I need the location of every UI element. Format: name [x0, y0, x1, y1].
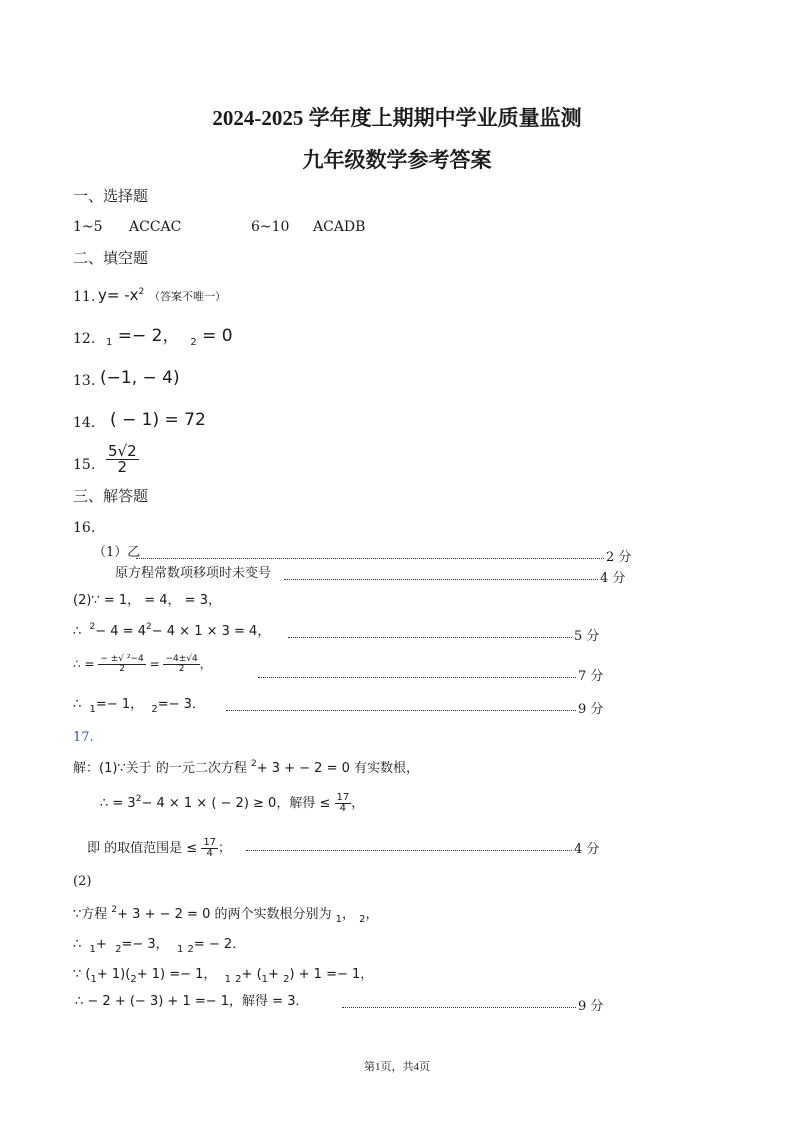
q17-l6-sub-2: 2 [130, 974, 137, 985]
q16-roots-score: 9 分 [578, 702, 604, 717]
q17-l4-a: ∵方程 [73, 907, 108, 922]
q17-l4-c: ， [365, 907, 379, 922]
q16-formula [73, 655, 212, 674]
q17-l2-tail: ， [351, 796, 365, 811]
q16-part1-reason-score: 4 分 [600, 571, 626, 586]
q17-l5-sub-1: 1 [89, 944, 96, 955]
q16-formula-leader [258, 677, 576, 678]
q17-l3-a: 即 的取值范围是 ≤ [87, 841, 198, 856]
q17-l4-b: + 3 + − 2 = 0 的两个实数根分别为 [117, 907, 332, 922]
q16-delta-c: − 4 × 1 × 3 = 4， [151, 624, 271, 639]
q17-l5-c: =− 3， [121, 937, 169, 952]
choice-range-2: 6~10 [251, 219, 290, 235]
q16-therefore: ∴ [73, 624, 82, 639]
q16-roots-b: =− 1， [95, 697, 144, 712]
q17-part2-label: (2) [73, 874, 92, 889]
q16-delta-score: 5 分 [574, 629, 600, 644]
q16-roots-sub-1: 1 [89, 704, 96, 715]
q16-part1-leader [136, 558, 604, 559]
q16-part2-given: (2)∵ = 1， = 4， = 3， [73, 593, 221, 608]
choice-answers-1: ACCAC [129, 219, 182, 235]
q15-number: 15. [73, 457, 96, 473]
q17-l2-sup: 2 [135, 794, 142, 804]
q16-roots [73, 697, 205, 715]
q17-line-6 [73, 967, 374, 985]
q16-frac2-den: 2 [178, 664, 185, 674]
q16-part1-reason: 原方程常数项移项时未变号 [115, 566, 272, 581]
q16-part1-label: （1）乙 [93, 545, 141, 560]
q16-formula-score: 7 分 [578, 669, 604, 684]
q17-l5-sub-4: 2 [187, 944, 194, 955]
q16-x-equals: = [149, 657, 160, 671]
q12-part-b: = 0 [202, 326, 233, 346]
q17-line-5 [73, 937, 246, 955]
q17-l2-frac-den: 4 [339, 803, 347, 814]
q17-l5-b: + [95, 937, 107, 952]
q17-l1-sup: 2 [250, 759, 257, 769]
q11-exponent: 2 [138, 287, 145, 297]
page-footer: 第1页，共4页 [364, 1061, 430, 1073]
q17-line-3-leader [246, 850, 572, 851]
section-fill: 二、填空题 [73, 249, 149, 267]
q17-l4-sup: 2 [111, 905, 118, 915]
q16-delta-sup-1: 2 [89, 622, 96, 632]
q15-answer [106, 444, 139, 475]
q12-sub-1: 1 [106, 337, 113, 348]
q17-l6-c: + 1) =− 1， [136, 967, 217, 982]
q17-l5-sub-3: 1 [176, 944, 184, 955]
q17-l6-sub-6: 2 [283, 974, 290, 985]
q15-denominator: 2 [117, 458, 128, 476]
q17-l1-b: + 3 + − 2 = 0 有实数根， [256, 761, 420, 776]
q17-l6-sub-4: 2 [235, 974, 242, 985]
section-choice: 一、选择题 [73, 187, 149, 205]
q14-answer: ( − 1) = 72 [110, 410, 206, 430]
q17-l6-sub-5: 1 [261, 974, 269, 985]
q16-delta-leader [288, 637, 572, 638]
q16-frac1-den: 2 [119, 664, 125, 674]
q12-number: 12. [73, 331, 96, 347]
q17-l4-sub-2: 2 [359, 914, 366, 925]
q16-part1-score: 2 分 [606, 550, 632, 565]
q16-x-prefix: ∴ = [73, 657, 95, 671]
q13-answer: (−1, − 4) [100, 368, 180, 388]
q17-l4-sub-1: 1 [335, 914, 342, 925]
q16-number: 16. [73, 520, 96, 536]
q17-line-1 [73, 759, 420, 776]
q17-line-2 [100, 793, 364, 814]
q16-roots-c: =− 3． [157, 697, 205, 712]
q17-l6-f: ) + 1 =− 1， [289, 967, 374, 982]
q17-l3-frac-den: 4 [206, 848, 213, 859]
q16-roots-leader [226, 710, 576, 711]
q17-part1-score: 4 分 [574, 842, 600, 857]
q17-line-4: ∵方程 $^2$+ 3 + − 2 = 0 的两个实数根分别为 $_1$， $_2$， [73, 905, 379, 925]
page-subtitle: 九年级数学参考答案 [302, 148, 492, 172]
q17-l1-a: 解：(1)∵关于 的一元二次方程 [73, 761, 247, 776]
q16-delta-sup-2: 2 [146, 622, 152, 632]
q11-answer [98, 288, 226, 303]
q17-l5-d: = − 2． [193, 937, 246, 952]
q16-frac2-num: −4±√4 [165, 654, 198, 664]
q17-l5-a: ∴ [73, 937, 82, 952]
q17-l6-b: + 1)( [96, 967, 131, 982]
q17-l2-b: − 4 × 1 × ( − 2) ≥ 0，解得 ≤ [141, 796, 331, 811]
q15-numerator: 5√2 [108, 442, 137, 460]
page-title: 2024-2025 学年度上期期中学业质量监测 [212, 106, 582, 130]
q14-number: 14. [73, 415, 96, 431]
q16-frac1-num: − ±√ ²−4 [100, 654, 144, 664]
q17-part2-score: 9 分 [578, 999, 604, 1014]
q11-expression: y= -x [98, 286, 139, 304]
q17-line-7: ∴ − 2 + (− 3) + 1 =− 1，解得 = 3． [75, 994, 309, 1009]
q16-roots-therefore: ∴ [73, 697, 82, 712]
q12-sub-2: 2 [190, 337, 197, 348]
q17-l5-sub-2: 2 [115, 944, 122, 955]
q12-answer [106, 326, 233, 348]
q11-note: （答案不唯一） [149, 290, 227, 303]
q17-l6-a: ∵ ( [73, 967, 91, 982]
q17-l2-frac-num: 17 [336, 792, 350, 803]
section-solve: 三、解答题 [73, 487, 149, 505]
q17-l3-frac-num: 17 [203, 837, 217, 848]
q11-number: 11. [73, 289, 96, 305]
choice-answers-2: ACADB [313, 219, 366, 235]
q13-number: 13. [73, 373, 96, 389]
q16-delta [73, 622, 271, 639]
q17-l3-tail: ； [218, 841, 232, 856]
q17-l6-sub-1: 1 [90, 974, 97, 985]
q17-number: 17. [73, 730, 94, 745]
q16-part1-reason-leader [284, 579, 598, 580]
q17-l6-d: + ( [241, 967, 262, 982]
q17-l2-a: ∴ = 3 [100, 796, 136, 811]
q16-x-tail: ， [199, 657, 212, 671]
q17-line-3 [87, 838, 231, 859]
q17-l6-sub-3: 1 [224, 974, 232, 985]
q17-l6-e: + [268, 967, 279, 982]
choice-range-1: 1~5 [73, 219, 103, 235]
q16-delta-b: − 4 = 4 [95, 624, 147, 639]
q17-line-7-leader [342, 1007, 576, 1008]
q12-part-a: =− 2， [117, 326, 180, 346]
q16-roots-sub-2: 2 [151, 704, 158, 715]
